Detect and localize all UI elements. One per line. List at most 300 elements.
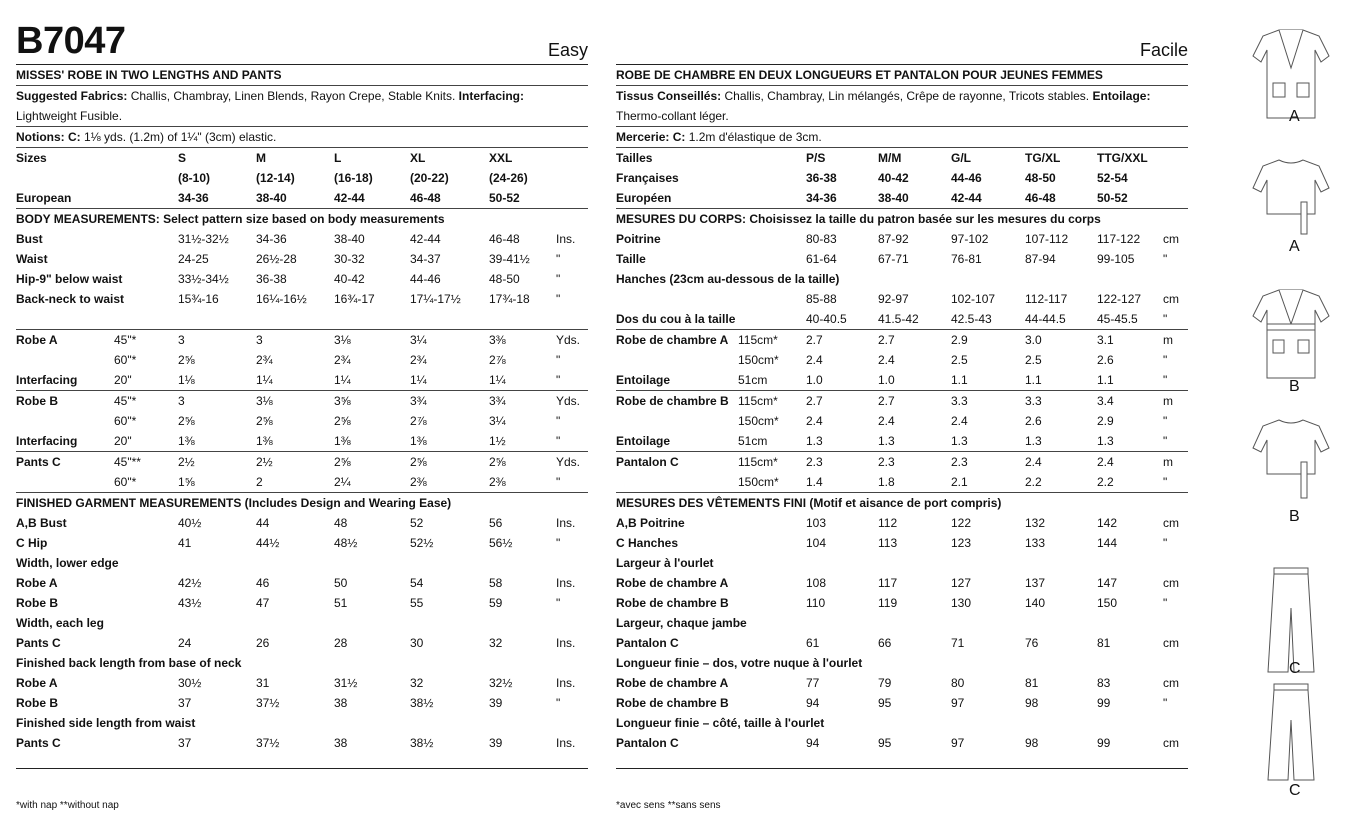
cell-value: 42½ (178, 576, 202, 590)
fabric-width: 45"** (114, 455, 141, 469)
cell-value: 2.4 (878, 414, 895, 428)
cell-value: (20-22) (410, 171, 449, 185)
yardage-group (616, 452, 1188, 493)
cell-value: 1¼ (256, 373, 273, 387)
notions-label-fr: Mercerie: C: (616, 130, 686, 144)
row-label: Robe de chambre A (616, 676, 729, 690)
cell-value: L (334, 151, 342, 165)
cell-value: 112-117 (1025, 292, 1068, 306)
fabric-width: 150cm* (738, 475, 779, 489)
difficulty-level-fr: Facile (1139, 40, 1188, 60)
fabric-width: 20" (114, 373, 132, 387)
pattern-title: MISSES' ROBE IN TWO LENGTHS AND PANTS (16, 65, 588, 86)
cell-value: 50-52 (1097, 191, 1128, 205)
row-subheading: Longueur finie – dos, votre nuque à l'ourlet (616, 656, 863, 670)
fabrics-text-fr: Challis, Chambray, Lin mélangés, Crêpe de rayonne, Tricots stables. (724, 89, 1090, 103)
cell-value: 1¼ (410, 373, 427, 387)
cell-value: 56½ (489, 536, 513, 550)
yardage-table (16, 330, 588, 493)
row-label: Poitrine (616, 232, 661, 246)
garment-illustrations (1240, 0, 1351, 830)
cell-value: 83 (1097, 676, 1111, 690)
cell-value: XL (410, 151, 426, 165)
table-row (16, 229, 588, 249)
cell-value: 97-102 (951, 232, 989, 246)
cell-value: 2.6 (1097, 353, 1114, 367)
cell-value: 15¾-16 (178, 292, 219, 306)
table-row (16, 452, 588, 472)
cell-value: 94 (806, 696, 820, 710)
fabric-width: 60"* (114, 353, 137, 367)
finished-measurements-title: FINISHED GARMENT MEASUREMENTS (Includes Design and Wearing Ease) (16, 496, 452, 510)
cell-value: 2⅜ (410, 475, 427, 489)
cell-value: 2⅜ (489, 475, 506, 489)
row-label: Waist (16, 252, 48, 266)
table-row (616, 653, 1188, 673)
unit: cm (1163, 232, 1179, 246)
fabric-width: 115cm* (738, 333, 778, 347)
cell-value: 122 (951, 516, 972, 530)
cell-value: 48-50 (1025, 171, 1056, 185)
table-row (616, 553, 1188, 573)
cell-value: 1⅜ (334, 434, 351, 448)
table-row (16, 733, 588, 753)
table-row (16, 330, 588, 350)
cell-value: 33½-34½ (178, 272, 229, 286)
cell-value: 41 (178, 536, 192, 550)
cell-value: 42.5-43 (951, 312, 992, 326)
row-label: Pantalon C (616, 636, 679, 650)
cell-value: 1⅜ (178, 434, 195, 448)
cell-value: 61 (806, 636, 820, 650)
cell-value: 1.1 (1025, 373, 1042, 387)
row-label: Pants C (16, 736, 61, 750)
interfacing-label-fr: Entoilage: (1092, 89, 1151, 103)
unit: cm (1163, 516, 1179, 530)
row-label: Robe B (16, 394, 58, 408)
unit: Yds. (556, 394, 581, 408)
table-row (16, 188, 588, 208)
footnote-french: *avec sens **sans sens (616, 800, 721, 811)
cell-value: 3⅛ (334, 333, 351, 347)
fabric-width: 150cm* (738, 353, 779, 367)
table-row (616, 411, 1188, 431)
cell-value: M (256, 151, 266, 165)
cell-value: 2.6 (1025, 414, 1042, 428)
cell-value: 3.4 (1097, 394, 1114, 408)
cell-value: 2½ (256, 455, 273, 469)
cell-value: 2¾ (334, 353, 351, 367)
cell-value: 132 (1025, 516, 1046, 530)
row-label: Pants C (16, 636, 61, 650)
unit: m (1163, 394, 1173, 408)
row-label: Taille (616, 252, 646, 266)
cell-value: 37 (178, 696, 192, 710)
table-row (16, 431, 588, 451)
cell-value: 16¾-17 (334, 292, 375, 306)
cell-value: 2½ (178, 455, 195, 469)
fabric-width: 60"* (114, 475, 137, 489)
row-label: C Hanches (616, 536, 679, 550)
cell-value: 39-41½ (489, 252, 530, 266)
cell-value: 46-48 (1025, 191, 1056, 205)
unit: cm (1163, 576, 1179, 590)
table-row (616, 370, 1188, 390)
table-row (616, 713, 1188, 733)
illustration-label: A (1289, 108, 1300, 125)
unit: Ins. (556, 676, 576, 690)
row-label: Robe B (16, 696, 58, 710)
cell-value: (12-14) (256, 171, 295, 185)
cell-value: 32½ (489, 676, 513, 690)
cell-value: 98 (1025, 736, 1039, 750)
cell-value: 40½ (178, 516, 202, 530)
cell-value: 26 (256, 636, 270, 650)
cell-value: 1.1 (951, 373, 968, 387)
cell-value: 31½ (334, 676, 358, 690)
header (16, 0, 588, 65)
size-header-table-fr (616, 148, 1188, 208)
cell-value: 2.7 (806, 394, 823, 408)
cell-value: 31 (256, 676, 270, 690)
cell-value: 44-46 (410, 272, 441, 286)
unit: Ins. (556, 516, 576, 530)
cell-value: 16¼-16½ (256, 292, 307, 306)
cell-value: 1.4 (806, 475, 823, 489)
unit: Ins. (556, 636, 576, 650)
cell-value: 99 (1097, 696, 1111, 710)
cell-value: 48½ (334, 536, 358, 550)
footnote-english: *with nap **without nap (16, 800, 119, 811)
table-row (16, 168, 588, 188)
cell-value: 36-38 (256, 272, 287, 286)
cell-value: 2.7 (878, 394, 895, 408)
table-row (16, 533, 588, 553)
interfacing-text-fr: Thermo-collant léger. (616, 109, 729, 123)
table-row (616, 693, 1188, 713)
cell-value: 48 (334, 516, 348, 530)
cell-value: 61-64 (806, 252, 837, 266)
unit: " (1163, 434, 1168, 448)
finished-measurements-table (16, 513, 588, 753)
cell-value: 2⅝ (334, 455, 351, 469)
row-label: Robe de chambre A (616, 333, 729, 347)
yardage-group (16, 452, 588, 493)
cell-value: 43½ (178, 596, 202, 610)
fabric-width: 20" (114, 434, 132, 448)
cell-value: 1⅜ (256, 434, 273, 448)
cell-value: 107-112 (1025, 232, 1069, 246)
notions-paragraph-fr (616, 127, 1188, 148)
cell-value: 99-105 (1097, 252, 1135, 266)
cell-value: 79 (878, 676, 892, 690)
cell-value: 38 (334, 736, 348, 750)
cell-value: 142 (1097, 516, 1118, 530)
cell-value: 76-81 (951, 252, 982, 266)
cell-value: 50-52 (489, 191, 520, 205)
cell-value: TTG/XXL (1097, 151, 1148, 165)
cell-value: 3¾ (489, 394, 506, 408)
unit: cm (1163, 736, 1179, 750)
table-row (616, 613, 1188, 633)
cell-value: 37½ (256, 696, 280, 710)
table-row (616, 148, 1188, 168)
cell-value: 36-38 (806, 171, 837, 185)
cell-value: 108 (806, 576, 827, 590)
table-row (616, 633, 1188, 653)
cell-value: 119 (878, 596, 898, 610)
cell-value: 2.2 (1097, 475, 1114, 489)
cell-value: 44-46 (951, 171, 982, 185)
cell-value: 55 (410, 596, 424, 610)
row-label: C Hip (16, 536, 48, 550)
cell-value: 2 (256, 475, 263, 489)
cell-value: 30-32 (334, 252, 365, 266)
cell-value: 3¼ (410, 333, 427, 347)
cell-value: 41.5-42 (878, 312, 919, 326)
cell-value: 85-88 (806, 292, 837, 306)
cell-value: 112 (878, 516, 898, 530)
cell-value: 24-25 (178, 252, 209, 266)
cell-value: 2⅞ (489, 353, 506, 367)
cell-value: 39 (489, 736, 503, 750)
robe-long-back-icon (1253, 160, 1329, 234)
cell-value: 99 (1097, 736, 1111, 750)
unit: Ins. (556, 232, 576, 246)
unit: cm (1163, 292, 1179, 306)
pants-back-icon (1268, 684, 1314, 780)
cell-value: 48-50 (489, 272, 520, 286)
cell-value: 17¼-17½ (410, 292, 461, 306)
row-label: Robe de chambre B (616, 394, 729, 408)
fabric-width: 45"* (114, 394, 137, 408)
cell-value: 31½-32½ (178, 232, 229, 246)
table-row (616, 431, 1188, 451)
unit: " (556, 373, 561, 387)
cell-value: 1⅜ (410, 434, 427, 448)
table-row (16, 673, 588, 693)
unit: " (1163, 252, 1168, 266)
cell-value: 3 (178, 333, 185, 347)
table-row (616, 350, 1188, 370)
cell-value: 2⅝ (178, 414, 195, 428)
cell-value: 40-42 (334, 272, 365, 286)
cell-value: 3⅛ (256, 394, 273, 408)
cell-value: 1.0 (878, 373, 895, 387)
cell-value: 110 (806, 596, 826, 610)
cell-value: 40-40.5 (806, 312, 847, 326)
cell-value: 34-37 (410, 252, 441, 266)
table-row (16, 553, 588, 573)
row-label: Entoilage (616, 373, 671, 387)
table-row (616, 513, 1188, 533)
table-row (16, 573, 588, 593)
row-subheading: Hanches (23cm au-dessous de la taille) (616, 272, 840, 286)
row-label: Hip-9" below waist (16, 272, 123, 286)
unit: " (1163, 312, 1168, 326)
cell-value: 58 (489, 576, 503, 590)
table-row (16, 350, 588, 370)
table-row (616, 593, 1188, 613)
table-row (616, 168, 1188, 188)
cell-value: 2.4 (1025, 455, 1042, 469)
body-measurements-title-fr: MESURES DU CORPS: Choisissez la taille du patron basée sur les mesures du corps (616, 212, 1101, 226)
interfacing-label: Interfacing: (458, 89, 524, 103)
cell-value: 28 (334, 636, 348, 650)
table-row (16, 269, 588, 289)
unit: " (556, 696, 561, 710)
unit: " (1163, 475, 1168, 489)
cell-value: 3.0 (1025, 333, 1042, 347)
unit: Ins. (556, 576, 576, 590)
cell-value: 59 (489, 596, 503, 610)
cell-value: 38½ (410, 736, 434, 750)
fabrics-text: Challis, Chambray, Linen Blends, Rayon Crepe, Stable Knits. (130, 89, 456, 103)
cell-value: 2⅞ (410, 414, 427, 428)
notions-text-fr: 1.2m d'élastique de 3cm. (688, 130, 822, 144)
row-label: Interfacing (16, 373, 78, 387)
cell-value: 38-40 (878, 191, 909, 205)
unit: " (556, 475, 561, 489)
table-row (616, 249, 1188, 269)
cell-value: 81 (1025, 676, 1039, 690)
fabrics-paragraph-fr (616, 86, 1188, 127)
yardage-group (616, 330, 1188, 391)
body-measurements-table-fr (616, 229, 1188, 329)
cell-value: 34-36 (178, 191, 209, 205)
table-row (616, 452, 1188, 472)
body-measurements-table (16, 229, 588, 309)
fabric-width: 115cm* (738, 394, 778, 408)
table-row (16, 148, 588, 168)
cell-value: 150 (1097, 596, 1118, 610)
cell-value: 3¼ (489, 414, 506, 428)
cell-value: 40-42 (878, 171, 909, 185)
cell-value: 87-92 (878, 232, 909, 246)
cell-value: 30½ (178, 676, 202, 690)
pattern-code: B7047 (16, 20, 126, 62)
cell-value: 37½ (256, 736, 280, 750)
unit: " (1163, 596, 1168, 610)
cell-value: TG/XL (1025, 151, 1061, 165)
unit: Ins. (556, 736, 576, 750)
table-row (16, 370, 588, 390)
cell-value: 1⅛ (178, 373, 195, 387)
cell-value: 1.3 (951, 434, 968, 448)
table-row (616, 733, 1188, 753)
table-row (616, 188, 1188, 208)
fabric-width: 45"* (114, 333, 137, 347)
table-row (616, 289, 1188, 309)
cell-value: 1¼ (489, 373, 506, 387)
header-fr (616, 0, 1188, 65)
difficulty-level: Easy (547, 40, 588, 60)
unit: " (1163, 696, 1168, 710)
row-label: Dos du cou à la taille (616, 312, 736, 326)
cell-value: 46 (256, 576, 270, 590)
cell-value: 2⅝ (334, 414, 351, 428)
cell-value: 2.4 (951, 414, 968, 428)
cell-value: 1⅝ (178, 475, 195, 489)
row-label: Françaises (616, 171, 679, 185)
unit: " (556, 353, 561, 367)
row-subheading: Width, lower edge (16, 556, 119, 570)
row-label: Pants C (16, 455, 61, 469)
cell-value: 1¼ (334, 373, 351, 387)
cell-value: 2.3 (878, 455, 895, 469)
cell-value: 42-44 (410, 232, 441, 246)
finished-measurements-table-fr (616, 513, 1188, 753)
unit: cm (1163, 636, 1179, 650)
cell-value: 87-94 (1025, 252, 1056, 266)
cell-value: 95 (878, 696, 892, 710)
cell-value: 34-36 (256, 232, 287, 246)
cell-value: 137 (1025, 576, 1046, 590)
cell-value: 80-83 (806, 232, 837, 246)
robe-short-back-icon (1253, 420, 1329, 498)
cell-value: 102-107 (951, 292, 996, 306)
cell-value: 1.8 (878, 475, 895, 489)
cell-value: 2⅝ (489, 455, 506, 469)
table-row (16, 249, 588, 269)
pattern-title-fr: ROBE DE CHAMBRE EN DEUX LONGUEURS ET PANTALON POUR JEUNES FEMMES (616, 65, 1188, 86)
cell-value: 52 (410, 516, 424, 530)
cell-value: 66 (878, 636, 892, 650)
row-label: Interfacing (16, 434, 78, 448)
cell-value: 54 (410, 576, 424, 590)
cell-value: P/S (806, 151, 826, 165)
table-row (616, 229, 1188, 249)
cell-value: 1.3 (1025, 434, 1042, 448)
unit: m (1163, 455, 1173, 469)
cell-value: 3.1 (1097, 333, 1114, 347)
row-label: Robe A (16, 333, 58, 347)
cell-value: 1.1 (1097, 373, 1114, 387)
cell-value: 17¾-18 (489, 292, 530, 306)
cell-value: 2.9 (951, 333, 968, 347)
body-measurements-title: BODY MEASUREMENTS: Select pattern size based on body measurements (16, 212, 445, 226)
yardage-group (16, 391, 588, 452)
row-label: Pantalon C (616, 455, 679, 469)
cell-value: 1.3 (878, 434, 895, 448)
cell-value: 1.3 (806, 434, 823, 448)
cell-value: 46-48 (489, 232, 520, 246)
cell-value: 38 (334, 696, 348, 710)
row-subheading: Largeur à l'ourlet (616, 556, 714, 570)
row-label: A,B Bust (16, 516, 67, 530)
fabric-width: 60"* (114, 414, 137, 428)
table-row (16, 289, 588, 309)
unit: cm (1163, 676, 1179, 690)
cell-value: 3.3 (1025, 394, 1042, 408)
cell-value: 52-54 (1097, 171, 1128, 185)
row-label: Pantalon C (616, 736, 679, 750)
row-label: Robe de chambre A (616, 576, 729, 590)
cell-value: 34-36 (806, 191, 837, 205)
cell-value: 1.3 (1097, 434, 1114, 448)
cell-value: 3 (256, 333, 263, 347)
row-subheading: Finished side length from waist (16, 716, 196, 730)
cell-value: 97 (951, 696, 965, 710)
cell-value: 130 (951, 596, 972, 610)
row-label: Tailles (616, 151, 653, 165)
robe-long-front-icon (1253, 30, 1329, 118)
unit: Yds. (556, 455, 581, 469)
cell-value: 123 (951, 536, 972, 550)
cell-value: 1.0 (806, 373, 823, 387)
cell-value: 92-97 (878, 292, 909, 306)
cell-value: 1½ (489, 434, 506, 448)
